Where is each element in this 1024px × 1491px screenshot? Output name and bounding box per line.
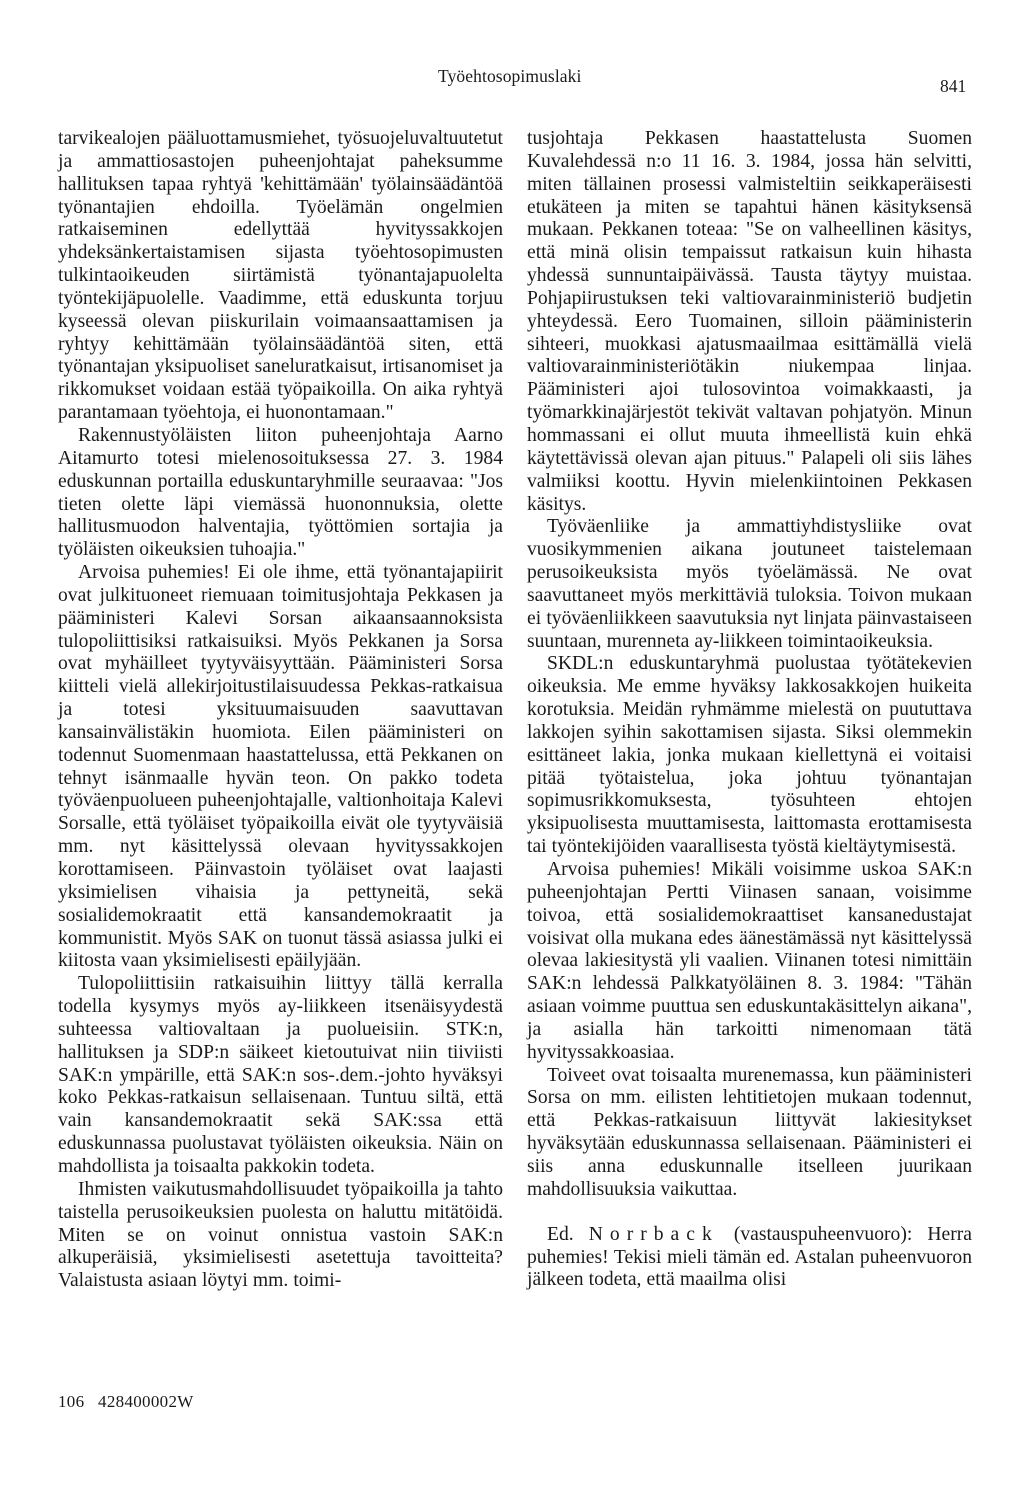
right-paragraph-5: Toiveet ovat toisaalta murenemassa, kun pääministeri Sorsa on mm. eilisten lehtitietojen mukaan todennut, että Pekkas-ratkaisuun liittyvät lakiesitykset hyväksytään eduskunnassa sellaisenaan. Pääministeri ei siis anna eduskunnalle itselleen juurikaan mahdollisuuksia vaikuttaa. xyxy=(527,1064,972,1200)
speech-text: (vastauspuheenvuoro): Herra puhemies! Tekisi mieli tämän ed. Astalan puheenvuoron jälkeen todeta, että maailma olisi xyxy=(527,1223,972,1291)
footer-code xyxy=(58,1392,194,1412)
footer-code-text: 106 428400002W xyxy=(58,1392,194,1411)
speaker-name: Norrback xyxy=(588,1223,719,1245)
left-column xyxy=(58,128,503,1293)
speaker-prefix: Ed. xyxy=(547,1223,574,1245)
left-paragraph-1: tarvikealojen pääluottamusmiehet, työsuojeluvaltuutetut ja ammattiosastojen puheenjohtajat paheksumme hallituksen tapaa ryhtyä 'kehittämään' työlainsäädäntöä työnantajien ehdoilla. Työelämän ongelmien ratkaiseminen edellyttää hyvityssakkojen yhdeksänkertaistamisen sijasta työehtosopimusten tulkintaoikeuden siirtämistä työnantajapuolelta työntekijäpuolelle. Vaadimme, että eduskunta torjuu kyseessä olevan piiskurilain voimaansaattamisen ja ryhtyy kehittämään työlainsäädäntöä siten, että työnantajan yksipuoliset saneluratkaisut, irtisanomiset ja rikkomukset voidaan estää työpaikoilla. On aika ryhtyä parantamaan työehtoja, ei huonontamaan." xyxy=(58,128,503,424)
left-paragraph-5: Ihmisten vaikutusmahdollisuudet työpaikoilla ja tahto taistella perusoikeuksien puolesta on haluttu mitätöidä. Miten se on voinut onnistua vastoin SAK:n alkuperäisiä, yksimielisesti asetettuja tavoitteita? Valaistusta asiaan löytyi mm. toimi- xyxy=(58,1178,503,1292)
right-paragraph-6 xyxy=(527,1224,972,1293)
left-paragraph-2: Rakennustyöläisten liiton puheenjohtaja Aarno Aitamurto totesi mielenosoituksessa 27. 3. 1984 eduskunnan portailla eduskuntaryhmille seuraavaa: "Jos tieten olette läpi viemässä huononnuksia, olette hallitusmuodon halventajia, työttömien sortajia ja työläisten oikeuksien tuhoajia." xyxy=(58,424,503,561)
left-paragraph-4: Tulopoliittisiin ratkaisuihin liittyy tällä kerralla todella kysymys myös ay-liikkeen itsenäisyydestä suhteessa valtiovaltaan ja puolueisiin. STK:n, hallituksen ja SDP:n säikeet kietoutuivat niin tiiviisti SAK:n ympärille, että SAK:n sos-.dem.-johto hyväksyi koko Pekkas-ratkaisun sellaisenaan. Tuntuu siltä, että vain kansandemokraatit sekä SAK:ssa että eduskunnassa puolustavat työläisten oikeuksia. Näin on mahdollista ja toisaalta pakkokin todeta. xyxy=(58,973,503,1177)
running-head xyxy=(0,66,1024,96)
left-paragraph-3: Arvoisa puhemies! Ei ole ihme, että työnantajapiirit ovat julkituoneet riemuaan toimitusjohtaja Pekkasen ja pääministeri Kalevi Sorsan aikaansaannoksista tulopoliittisiksi ratkaisuiksi. Myös Pekkanen ja Sorsa ovat myhäilleet tyytyväisyyttään. Pääministeri Sorsa kiitteli vielä allekirjoitustilaisuudessa Pekkas-ratkaisua ja totesi yksituumaisuuden saavuttavan kansainvälistäkin huomiota. Eilen pääministeri on todennut Suomenmaan haastattelussa, että Pekkanen on tehnyt isänmaalle hyvän teon. On pakko todeta työväenpuolueen puheenjohtajalle, valtionhoitaja Kalevi Sorsalle, että työläiset työpaikoilla eivät ole tyytyväisiä mm. nyt käsittelyssä olevaan hyvityssakkojen korottamiseen. Päinvastoin työläiset ovat laajasti yksimielisen vihaisia ja pettyneitä, sekä sosialidemokraatit että kansandemokraatit ja kommunistit. Myös SAK on tuonut tässä asiassa julki ei kiitosta vaan yksimielisesti epäilyjään. xyxy=(58,562,503,972)
page-number: 841 xyxy=(940,76,967,96)
right-paragraph-2: Työväenliike ja ammattiyhdistysliike ovat vuosikymmenien aikana joutuneet taistelemaan perusoikeuksista myös työelämässä. Ne ovat saavuttaneet myös merkittäviä tuloksia. Toivon mukaan ei työväenliikkeen saavutuksia nyt linjata päinvastaiseen suuntaan, murenneta ay-liikkeen toimintaoikeuksia. xyxy=(527,516,972,652)
right-paragraph-1: tusjohtaja Pekkasen haastattelusta Suomen Kuvalehdessä n:o 11 16. 3. 1984, jossa hän selvitti, miten tällainen prosessi valmisteltiin seikkaperäisesti etukäteen ja miten se tapahtui hänen käsityksensä mukaan. Pekkanen toteaa: "Se on valheellinen käsitys, että minä olisin tempaissut ratkaisun kuin hihasta yhdessä sunnuntaipäivässä. Tausta täytyy muistaa. Pohjapiirustuksen teki valtiovarainministeriö budjetin yhteydessä. Eero Tuomainen, silloin pääministerin sihteeri, muokkasi ajatusmaailmaa esittämällä vielä valtiovarainministeriötäkin niukempaa linjaa. Pääministeri ajoi tulosovintoa voimakkaasti, ja työmarkkinajärjestöt tekivät valtavan pohjatyön. Minun hommassani ei ollut muuta ihmeellistä kuin ehkä käytettävissä olevan ajan pituus." Palapeli oli siis lähes valmiiksi koottu. Hyvin mielenkiintoinen Pekkasen käsitys. xyxy=(527,128,972,515)
running-title: Työehtosopimuslaki xyxy=(438,66,582,86)
right-paragraph-4: Arvoisa puhemies! Mikäli voisimme uskoa SAK:n puheenjohtajan Pertti Viinasen sanaan, voisimme toivoa, että sosialidemokraattiset kansanedustajat voisivat olla mukana edes äänestämässä nyt käsittelyssä olevaa lakiesitystä yli vaalien. Viinanen totesi nimittäin SAK:n lehdessä Palkkatyöläinen 8. 3. 1984: "Tähän asiaan voimme puuttua sen eduskuntakäsittelyn aikana", ja asialla hän tarkoitti nimenomaan tätä hyvityssakkoasiaa. xyxy=(527,859,972,1063)
right-column xyxy=(527,128,972,1292)
right-paragraph-3: SKDL:n eduskuntaryhmä puolustaa työtätekevien oikeuksia. Me emme hyväksy lakkosakkojen huikeita korotuksia. Meidän ryhmämme mielestä on puututtava lakkojen syihin sakottamisen sijasta. Siksi olemmekin esittäneet lakia, jonka mukaan kiellettynä ei voitaisi pitää työtaistelua, joka johtuu työnantajan sopimusrikkomuksesta, työsuhteen ehtojen yksipuolisesta muuttamisesta, laittomasta erottamisesta tai työntekijöiden vaarallisesta työstä kieltäytymisestä. xyxy=(527,653,972,858)
